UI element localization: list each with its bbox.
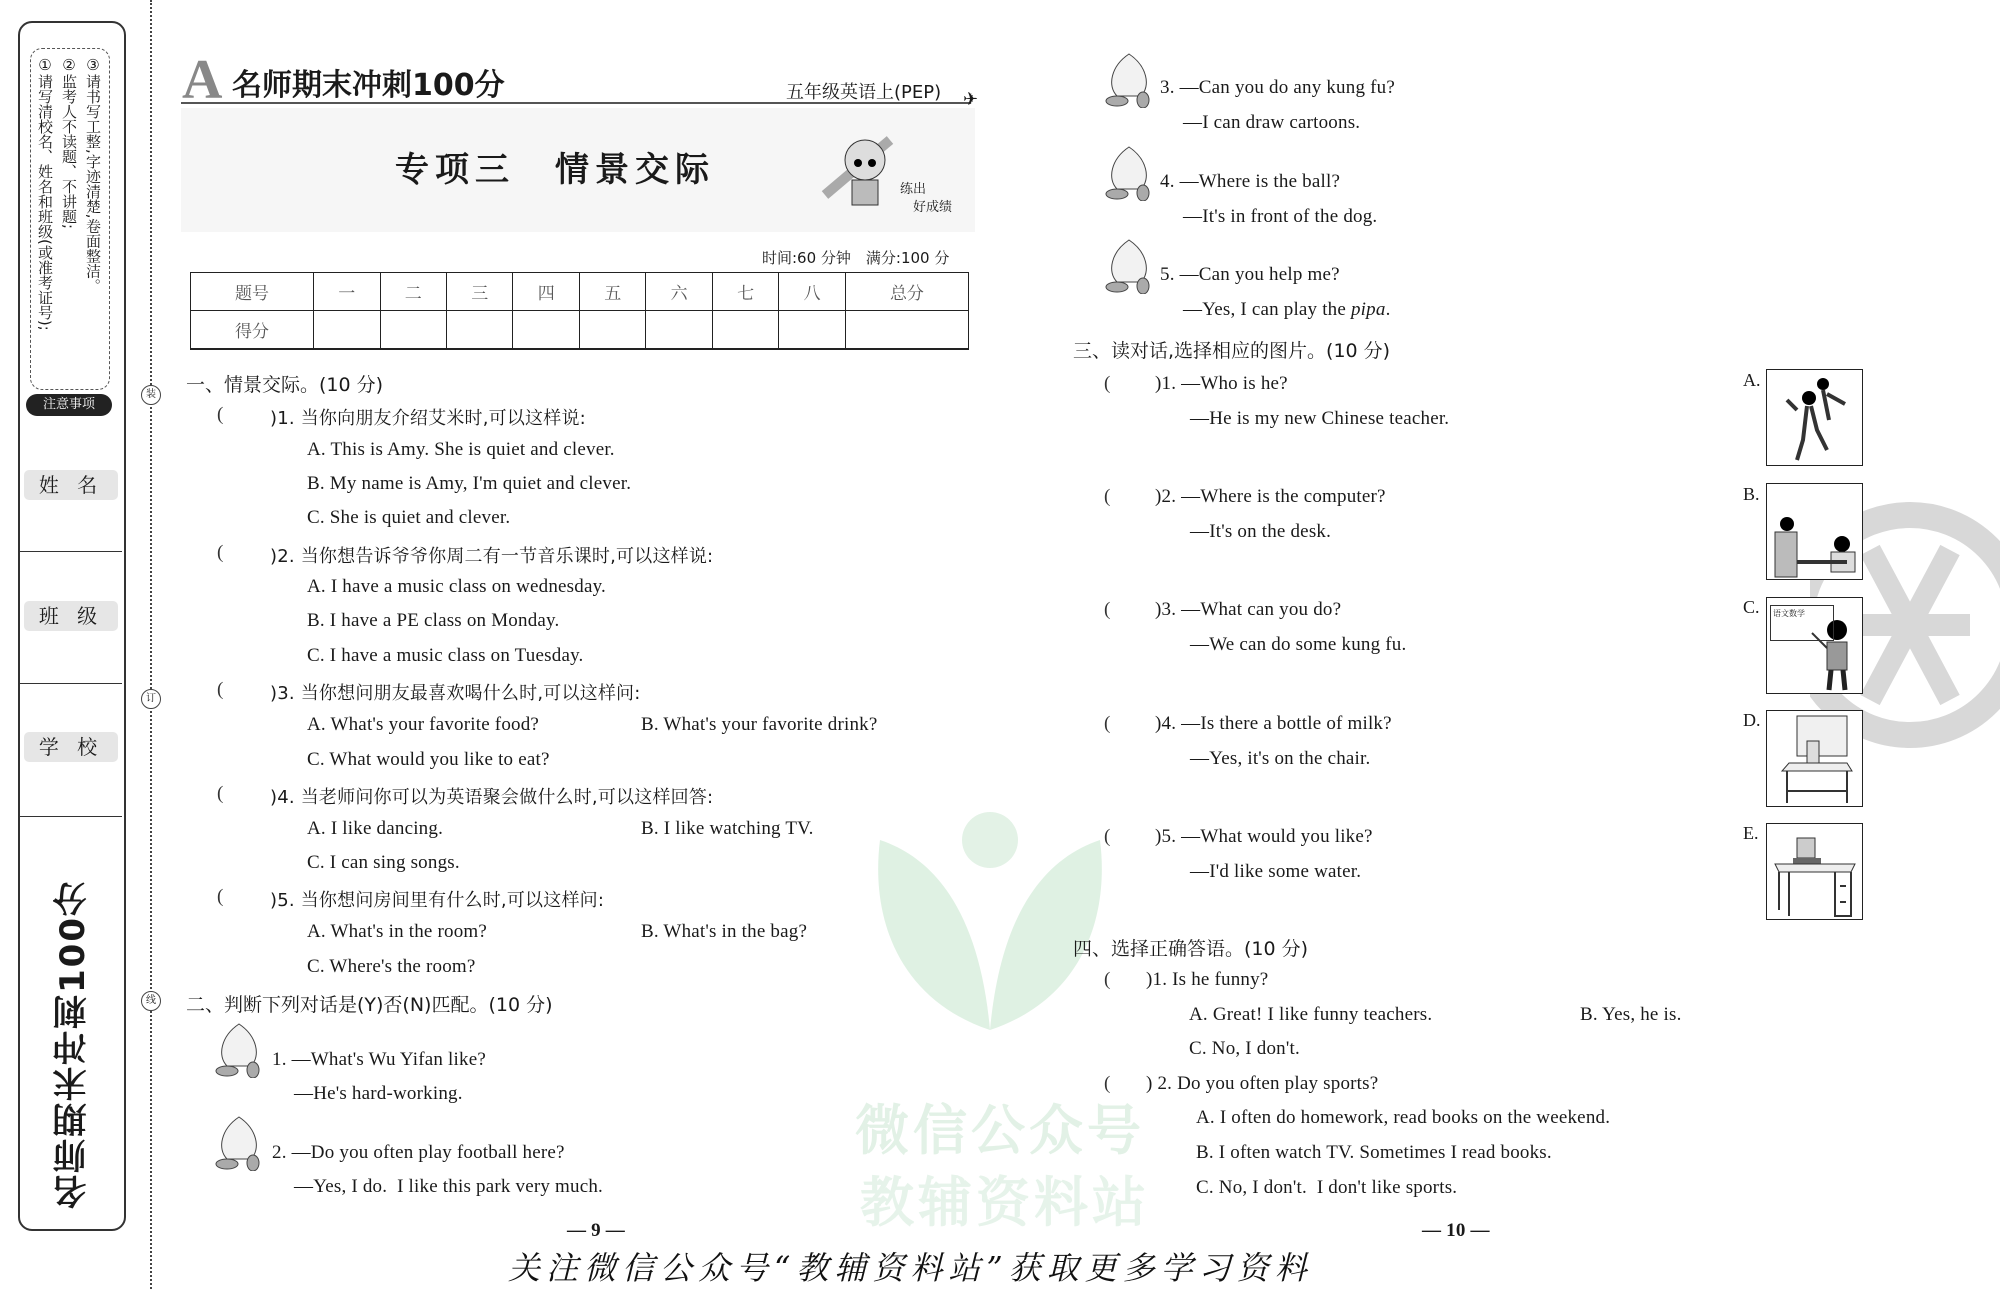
option: B. Yes, he is.	[1580, 1004, 1682, 1025]
sidebar-logo: 名师期末冲刺100分	[53, 880, 93, 1209]
italic-word: pipa	[1350, 299, 1386, 320]
cut-mark: 装	[141, 385, 161, 405]
plane-icon: ✈	[963, 89, 979, 109]
divider	[20, 683, 122, 684]
dialogue-q: )2. —Where is the computer?	[1155, 486, 1386, 507]
dialogue-q: )1. —Who is he?	[1155, 373, 1288, 394]
score-header-cell: 四	[513, 273, 579, 311]
section1-heading: 一、情景交际。(10 分)	[186, 374, 384, 396]
option: B. I like watching TV.	[641, 818, 814, 839]
cut-mark: 订	[141, 689, 161, 709]
score-table	[190, 272, 969, 350]
board-text: 语文数学	[1770, 605, 1834, 641]
answer-blank[interactable]: (	[1104, 486, 1111, 507]
dialogue-a: —Yes, it's on the chair.	[1190, 748, 1371, 769]
dialogue-a	[1183, 299, 1391, 321]
page-number-left: — 9 —	[567, 1220, 625, 1241]
option: B. What's your favorite drink?	[641, 714, 878, 735]
option: C. What would you like to eat?	[307, 749, 550, 770]
dialogue-a: —I can draw cartoons.	[1183, 112, 1361, 133]
school-field-label: 学 校	[24, 732, 118, 762]
dialogue-q: 4. —Where is the ball?	[1160, 171, 1341, 192]
score-header-cell: 八	[779, 273, 845, 311]
picture-label: A.	[1743, 370, 1761, 390]
peach-answer-icon[interactable]	[1103, 52, 1155, 108]
dialogue-q: 5. —Can you help me?	[1160, 264, 1340, 285]
dialogue-q: 2. —Do you often play football here?	[272, 1142, 565, 1163]
option: C. No, I don't.	[1189, 1038, 1300, 1059]
score-cell[interactable]	[845, 311, 968, 350]
header-rule	[181, 102, 971, 104]
dialogue-a: —I'd like some water.	[1190, 861, 1362, 882]
page-title: 专项三 情景交际	[395, 150, 715, 190]
peach-answer-icon[interactable]	[213, 1115, 265, 1171]
picture-label: B.	[1743, 484, 1760, 504]
answer-blank[interactable]: (	[217, 404, 224, 425]
question-3: )3. 当你想问朋友最喜欢喝什么时,可以这样问:	[270, 683, 641, 704]
option: A. Great! I like funny teachers.	[1189, 1004, 1433, 1025]
footer-note: 关注微信公众号“教辅资料站”获取更多学习资料	[508, 1249, 1313, 1287]
answer-blank[interactable]: (	[1104, 599, 1111, 620]
score-cell[interactable]	[446, 311, 512, 350]
question: ) 2. Do you often play sports?	[1146, 1073, 1379, 1094]
option: B. My name is Amy, I'm quiet and clever.	[307, 473, 632, 494]
option: C. I have a music class on Tuesday.	[307, 645, 584, 666]
question-5: )5. 当你想问房间里有什么时,可以这样问:	[270, 890, 605, 911]
dialogue-a: —It's on the desk.	[1190, 521, 1332, 542]
option: C. Where's the room?	[307, 956, 476, 977]
score-header-cell: 总分	[845, 273, 968, 311]
option: A. What's your favorite food?	[307, 714, 540, 735]
score-cell[interactable]	[646, 311, 712, 350]
notice-badge: 注意事项	[26, 394, 112, 416]
option: A. I have a music class on wednesday.	[307, 576, 606, 597]
answer-blank[interactable]: (	[217, 783, 224, 804]
option: A. I like dancing.	[307, 818, 444, 839]
mascot-text-1: 练出	[900, 182, 927, 197]
dialogue-a: —Yes, I do. I like this park very much.	[294, 1176, 603, 1197]
watermark-text-2: 教辅资料站	[860, 1171, 1150, 1234]
peach-answer-icon[interactable]	[1103, 145, 1155, 201]
question-4: )4. 当老师问你可以为英语聚会做什么时,可以这样回答:	[270, 787, 714, 808]
peach-answer-icon[interactable]	[1103, 238, 1155, 294]
watermark-text-1: 微信公众号	[855, 1099, 1145, 1162]
picture-milk-table	[1766, 483, 1863, 580]
answer-blank[interactable]: (	[217, 542, 224, 563]
answer-blank[interactable]: (	[1104, 1073, 1111, 1094]
score-cell[interactable]	[579, 311, 645, 350]
picture-label: D.	[1743, 710, 1761, 730]
dialogue-q: )4. —Is there a bottle of milk?	[1155, 713, 1392, 734]
logo-a-icon: A	[182, 49, 223, 111]
score-header-cell: 六	[646, 273, 712, 311]
page-number-right: — 10 —	[1422, 1220, 1490, 1241]
mascot-image	[820, 125, 900, 220]
answer-blank[interactable]: (	[1104, 826, 1111, 847]
option: C. I can sing songs.	[307, 852, 460, 873]
cut-mark: 线	[141, 991, 161, 1011]
picture-teacher	[1766, 597, 1863, 694]
dialogue-q: 3. —Can you do any kung fu?	[1160, 77, 1395, 98]
option: C. No, I don't. I don't like sports.	[1196, 1177, 1458, 1198]
score-header-cell: 一	[314, 273, 380, 311]
divider	[20, 816, 122, 817]
dialogue-q: )5. —What would you like?	[1155, 826, 1373, 847]
dialogue-a: —He is my new Chinese teacher.	[1190, 408, 1450, 429]
book-title: 五年级英语上(PEP)	[786, 82, 942, 103]
section4-heading: 四、选择正确答语。(10 分)	[1073, 938, 1309, 960]
picture-kungfu	[1766, 369, 1863, 466]
answer-blank[interactable]: (	[1104, 373, 1111, 394]
score-row-label: 得分	[191, 311, 314, 350]
option: B. I have a PE class on Monday.	[307, 610, 560, 631]
option: B. I often watch TV. Sometimes I read books.	[1196, 1142, 1552, 1163]
question-1: )1. 当你向朋友介绍艾米时,可以这样说:	[270, 408, 586, 429]
score-cell[interactable]	[779, 311, 845, 350]
answer-blank[interactable]: (	[1104, 969, 1111, 990]
section2-heading: 二、判断下列对话是(Y)否(N)匹配。(10 分)	[186, 994, 553, 1016]
score-cell[interactable]	[380, 311, 446, 350]
score-cell[interactable]	[513, 311, 579, 350]
cut-line	[150, 0, 152, 1289]
picture-chair	[1766, 710, 1863, 807]
time-info: 时间:60 分钟 满分:100 分	[762, 249, 950, 267]
picture-label: C.	[1743, 597, 1760, 617]
score-header-cell: 二	[380, 273, 446, 311]
mascot-text-2: 好成绩	[913, 200, 953, 215]
option: C. She is quiet and clever.	[307, 507, 511, 528]
dialogue-q: 1. —What's Wu Yifan like?	[272, 1049, 486, 1070]
header-logo: 名师期末冲刺100分	[232, 68, 505, 103]
dialogue-a: —We can do some kung fu.	[1190, 634, 1407, 655]
notice-line-1: ①请写清校名、姓名和班级(或准考证号);	[36, 56, 54, 331]
dialogue-q: )3. —What can you do?	[1155, 599, 1342, 620]
option: A. This is Amy. She is quiet and clever.	[307, 439, 615, 460]
dialogue-a: —He's hard-working.	[294, 1083, 463, 1104]
peach-answer-icon[interactable]	[213, 1022, 265, 1078]
dialogue-a: —It's in front of the dog.	[1183, 206, 1378, 227]
score-cell[interactable]	[712, 311, 778, 350]
picture-label: E.	[1743, 823, 1759, 843]
option: B. What's in the bag?	[641, 921, 808, 942]
section3-heading: 三、读对话,选择相应的图片。(10 分)	[1073, 340, 1391, 362]
watermark-leaf-logo	[860, 800, 1120, 1040]
option: A. What's in the room?	[307, 921, 488, 942]
question: )1. Is he funny?	[1146, 969, 1269, 990]
score-header-cell: 题号	[191, 273, 314, 311]
notice-line-2: ②监考人不读题、不讲题;	[60, 56, 78, 230]
score-header-cell: 三	[446, 273, 512, 311]
score-cell[interactable]	[314, 311, 380, 350]
name-field-label: 姓 名	[24, 470, 118, 500]
text: .	[1385, 299, 1391, 320]
answer-blank[interactable]: (	[1104, 713, 1111, 734]
text: —Yes, I can play the	[1183, 299, 1351, 320]
score-header-cell: 五	[579, 273, 645, 311]
class-field-label: 班 级	[24, 601, 118, 631]
divider	[20, 551, 122, 552]
notice-line-3: ③请书写工整,字迹清楚,卷面整洁。	[84, 56, 102, 294]
picture-desk-computer	[1766, 823, 1863, 920]
answer-blank[interactable]: (	[217, 886, 224, 907]
score-header-cell: 七	[712, 273, 778, 311]
option: A. I often do homework, read books on the weekend.	[1196, 1107, 1611, 1128]
answer-blank[interactable]: (	[217, 679, 224, 700]
question-2: )2. 当你想告诉爷爷你周二有一节音乐课时,可以这样说:	[270, 546, 714, 567]
